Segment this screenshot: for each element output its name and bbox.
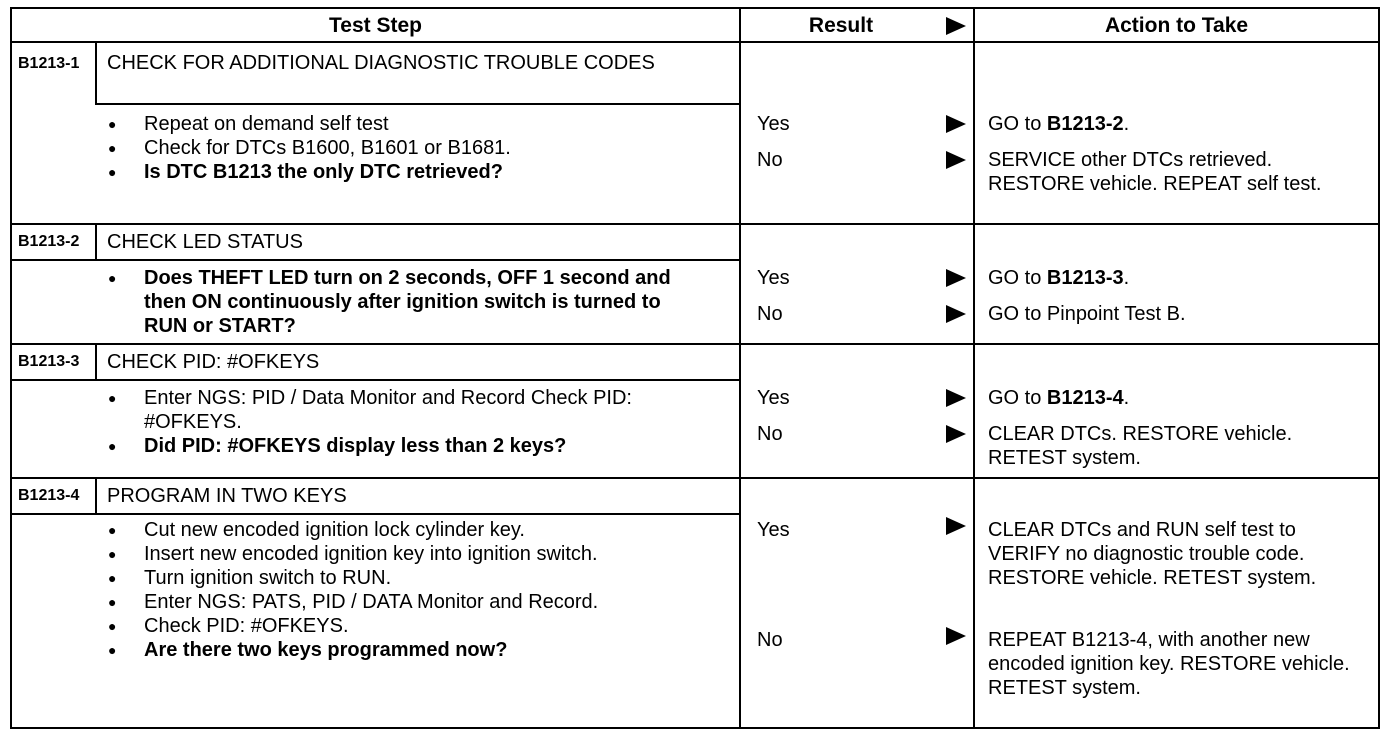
step-code: B1213-3 xyxy=(18,353,80,370)
bullet-item: ● Enter NGS: PATS, PID / DATA Monitor and Record. xyxy=(108,590,734,614)
step-bullets xyxy=(108,386,688,458)
bullet-item: ● Is DTC B1213 the only DTC retrieved? xyxy=(108,160,728,184)
header-arrow-icon xyxy=(946,17,966,35)
title-rule-2 xyxy=(12,259,739,261)
step-code: B1213-1 xyxy=(18,55,80,72)
step-code: B1213-2 xyxy=(18,233,80,250)
header-result: Result xyxy=(808,14,874,37)
header-action: Action to Take xyxy=(1104,14,1249,37)
action-no: GO to Pinpoint Test B. xyxy=(988,303,1186,325)
bullet-item: ● Check for DTCs B1600, B1601 or B1681. xyxy=(108,136,728,160)
result-yes: Yes xyxy=(757,387,790,409)
result-no: No xyxy=(757,423,783,445)
code-divider-2 xyxy=(95,225,97,259)
step-title: CHECK FOR ADDITIONAL DIAGNOSTIC TROUBLE CODES xyxy=(107,52,655,74)
bullet-item: ● Enter NGS: PID / Data Monitor and Record Check PID: #OFKEYS. xyxy=(108,386,688,434)
action-text: GO to xyxy=(988,113,1047,135)
bullet-item: ● Check PID: #OFKEYS. xyxy=(108,614,734,638)
action-text: . xyxy=(1123,267,1130,289)
row-rule-3 xyxy=(12,477,1378,479)
arrow-icon xyxy=(946,151,966,169)
bullet-item: ● Insert new encoded ignition key into ignition switch. xyxy=(108,542,734,566)
action-yes: CLEAR DTCs and RUN self test to VERIFY no diagnostic trouble code. RESTORE vehicle. RETEST system. xyxy=(988,519,1317,589)
title-rule-3 xyxy=(12,379,739,381)
action-no: REPEAT B1213-4, with another new encoded ignition key. RESTORE vehicle. RETEST system. xyxy=(988,629,1350,699)
header-test-step: Test Step xyxy=(329,14,422,37)
arrow-icon xyxy=(946,517,966,535)
result-no: No xyxy=(757,629,783,651)
arrow-icon xyxy=(946,389,966,407)
step-title: PROGRAM IN TWO KEYS xyxy=(107,485,347,507)
title-rule-1 xyxy=(95,103,739,105)
arrow-icon xyxy=(946,269,966,287)
step-bullets xyxy=(108,266,708,338)
step-reference: B1213-2 xyxy=(1046,113,1124,135)
row-rule-2 xyxy=(12,343,1378,345)
step-reference: B1213-3 xyxy=(1046,267,1124,289)
result-no: No xyxy=(757,149,783,171)
code-divider-4 xyxy=(95,479,97,513)
step-title: CHECK LED STATUS xyxy=(107,231,303,253)
code-divider-3 xyxy=(95,345,97,379)
bullet-item: ● Turn ignition switch to RUN. xyxy=(108,566,734,590)
col-divider-action xyxy=(973,9,975,727)
action-yes xyxy=(988,112,1358,136)
step-title: CHECK PID: #OFKEYS xyxy=(107,351,320,373)
col-divider-result xyxy=(739,9,741,727)
step-reference: B1213-4 xyxy=(1046,387,1124,409)
step-bullets xyxy=(108,518,734,662)
row-rule-1 xyxy=(12,223,1378,225)
action-text: GO to xyxy=(988,387,1047,409)
bullet-item: ● Repeat on demand self test xyxy=(108,112,728,136)
action-no: SERVICE other DTCs retrieved. RESTORE vehicle. REPEAT self test. xyxy=(988,149,1322,195)
result-yes: Yes xyxy=(757,267,790,289)
result-no: No xyxy=(757,303,783,325)
bullet-item: ● Did PID: #OFKEYS display less than 2 keys? xyxy=(108,434,688,458)
arrow-icon xyxy=(946,115,966,133)
bullet-item: ● Does THEFT LED turn on 2 seconds, OFF 1 second and then ON continuously after ignition switch is turned to RUN or START? xyxy=(108,266,708,338)
action-yes xyxy=(988,386,1358,410)
bullet-item: ● Are there two keys programmed now? xyxy=(108,638,734,662)
diagnostic-table xyxy=(10,7,1380,729)
bullet-item: ● Cut new encoded ignition lock cylinder key. xyxy=(108,518,734,542)
step-bullets xyxy=(108,112,728,184)
action-yes xyxy=(988,266,1358,290)
arrow-icon xyxy=(946,305,966,323)
title-rule-4 xyxy=(12,513,739,515)
step-code: B1213-4 xyxy=(18,487,80,504)
result-yes: Yes xyxy=(757,519,790,541)
action-text: . xyxy=(1123,113,1130,135)
arrow-icon xyxy=(946,425,966,443)
arrow-icon xyxy=(946,627,966,645)
action-text: . xyxy=(1123,387,1130,409)
result-yes: Yes xyxy=(757,113,790,135)
action-text: GO to xyxy=(988,267,1047,289)
action-no: CLEAR DTCs. RESTORE vehicle. RETEST system. xyxy=(988,423,1293,469)
code-divider-1 xyxy=(95,43,97,103)
